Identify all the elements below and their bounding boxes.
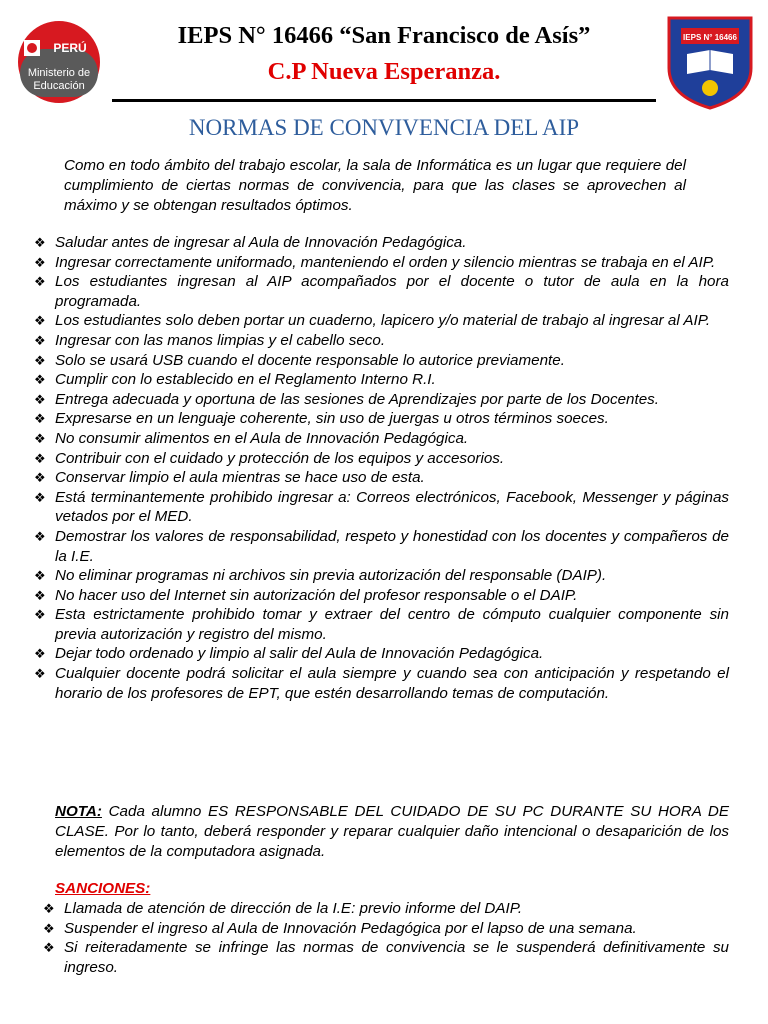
rule-item <box>34 272 729 311</box>
rule-item-text: Ingresar correctamente uniformado, manteniendo el orden y silencio mientras se trabaja en el AIP. <box>55 253 716 271</box>
diamond-bullet-icon: ❖ <box>43 940 55 956</box>
rule-item-text: Entrega adecuada y oportuna de las sesiones de Aprendizajes por parte de los Docentes. <box>55 390 659 408</box>
nota-label: NOTA: <box>55 803 102 820</box>
sancion-item-text: Si reiteradamente se infringe las normas de convivencia se le suspenderá definitivamente su ingreso. <box>64 939 729 976</box>
rule-item <box>34 390 729 410</box>
diamond-bullet-icon: ❖ <box>34 391 46 407</box>
nota-paragraph <box>55 802 729 862</box>
rule-item <box>34 429 729 449</box>
rule-item <box>34 527 729 566</box>
diamond-bullet-icon: ❖ <box>34 646 46 662</box>
diamond-bullet-icon: ❖ <box>34 352 46 368</box>
rule-item-text: Demostrar los valores de responsabilidad, respeto y honestidad con los docentes y compañeros de la I.E. <box>55 527 729 565</box>
sancion-item-text: Llamada de atención de dirección de la I.E: previo informe del DAIP. <box>64 900 523 917</box>
sanciones-title: SANCIONES: <box>55 880 151 897</box>
diamond-bullet-icon: ❖ <box>34 411 46 427</box>
rule-item-text: Saludar antes de ingresar al Aula de Innovación Pedagógica. <box>55 234 467 251</box>
rule-item <box>34 449 729 469</box>
rule-item <box>34 566 729 586</box>
rule-item <box>34 370 729 390</box>
school-crest-logo <box>665 14 755 110</box>
sancion-item <box>43 938 729 977</box>
rule-item <box>34 586 729 606</box>
crest-text: IEPS N° 16466 <box>683 33 737 42</box>
sancion-item-text: Suspender el ingreso al Aula de Innovación Pedagógica por el lapso de una semana. <box>64 919 637 937</box>
diamond-bullet-icon: ❖ <box>34 666 46 682</box>
logo-peru-text: PERÚ <box>53 41 87 55</box>
section-title: NORMAS DE CONVIVENCIA DEL AIP <box>188 115 580 140</box>
rule-item <box>34 468 729 488</box>
rule-item-text: Expresarse en un lenguaje coherente, sin uso de juergas u otros términos soeces. <box>55 410 609 428</box>
sancion-item <box>43 899 729 919</box>
rule-item <box>34 351 729 371</box>
diamond-bullet-icon: ❖ <box>34 332 46 348</box>
rule-item-text: Dejar todo ordenado y limpio al salir del Aula de Innovación Pedagógica. <box>55 645 544 663</box>
sancion-item <box>43 919 729 939</box>
rule-item-text: Solo se usará USB cuando el docente responsable lo autorice previamente. <box>55 351 565 369</box>
diamond-bullet-icon: ❖ <box>34 313 46 329</box>
diamond-bullet-icon: ❖ <box>34 489 46 505</box>
school-name-title: IEPS N° 16466 “San Francisco de Asís” <box>177 22 591 49</box>
diamond-bullet-icon: ❖ <box>34 254 46 270</box>
rule-item <box>34 605 729 644</box>
rule-item-text: Está terminantemente prohibido ingresar a: Correos electrónicos, Facebook, Messenger y páginas vetados por el MED. <box>55 488 729 526</box>
intro-paragraph: Como en todo ámbito del trabajo escolar, la sala de Informática es un lugar que requiere del cumplimiento de ciertas normas de convivencia, para que las clases se aprovechen al máximo y se obtengan resultados óptimos. <box>64 157 686 214</box>
diamond-bullet-icon: ❖ <box>34 528 46 544</box>
rule-item <box>34 644 729 664</box>
diamond-bullet-icon: ❖ <box>43 901 55 916</box>
diamond-bullet-icon: ❖ <box>34 372 46 388</box>
rule-item-text: Cualquier docente podrá solicitar el aula siempre y cuando sea con anticipación y respetando el horario de los profesores de EPT, que estén desarrollando temas de computación. <box>55 665 729 702</box>
rule-item-text: Esta estrictamente prohibido tomar y extraer del centro de cómputo cualquier componente sin previa autorización y registro del mismo. <box>55 606 729 643</box>
logo-educacion-text: Educación <box>33 80 85 92</box>
diamond-bullet-icon: ❖ <box>34 235 46 250</box>
diamond-bullet-icon: ❖ <box>34 430 46 446</box>
diamond-bullet-icon: ❖ <box>43 920 55 936</box>
crest-emblem <box>702 80 718 96</box>
diamond-bullet-icon: ❖ <box>34 274 46 290</box>
ministerio-educacion-logo <box>10 16 108 104</box>
rule-item <box>34 331 729 351</box>
rule-item-text: Los estudiantes solo deben portar un cuaderno, lapicero y/o material de trabajo al ingresar al AIP. <box>55 312 711 330</box>
diamond-bullet-icon: ❖ <box>34 568 46 584</box>
rules-list <box>34 233 729 703</box>
diamond-bullet-icon: ❖ <box>34 450 46 466</box>
rule-item-text: No consumir alimentos en el Aula de Innovación Pedagógica. <box>55 429 469 447</box>
sanciones-list <box>43 899 729 977</box>
rule-item <box>34 664 729 703</box>
rule-item-text: Conservar limpio el aula mientras se hace uso de esta. <box>55 469 425 487</box>
rule-item-text: Cumplir con lo establecido en el Reglamento Interno R.I. <box>55 371 436 389</box>
rule-item <box>34 488 729 527</box>
diamond-bullet-icon: ❖ <box>34 470 46 486</box>
school-location-subtitle: C.P Nueva Esperanza. <box>267 58 501 85</box>
logo-ministerio-text: Ministerio de <box>27 67 91 79</box>
rule-item <box>34 311 729 331</box>
diamond-bullet-icon: ❖ <box>34 587 46 603</box>
rule-item <box>34 409 729 429</box>
rule-item <box>34 233 729 253</box>
nota-text: Cada alumno ES RESPONSABLE DEL CUIDADO DE SU PC DURANTE SU HORA DE CLASE. Por lo tanto, deberá responder y reparar cualquier daño intencional o desaparición de los elementos de la computadora asignada. <box>55 803 729 860</box>
rule-item-text: No eliminar programas ni archivos sin previa autorización del responsable (DAIP). <box>55 567 607 585</box>
rule-item <box>34 253 729 273</box>
diamond-bullet-icon: ❖ <box>34 607 46 623</box>
rule-item-text: Ingresar con las manos limpias y el cabello seco. <box>55 331 386 349</box>
rule-item-text: No hacer uso del Internet sin autorización del profesor responsable o el DAIP. <box>55 586 578 604</box>
header-divider <box>112 99 656 102</box>
rule-item-text: Contribuir con el cuidado y protección de los equipos y accesorios. <box>55 449 505 467</box>
rule-item-text: Los estudiantes ingresan al AIP acompañados por el docente o tutor de aula en la hora programada. <box>55 273 729 310</box>
